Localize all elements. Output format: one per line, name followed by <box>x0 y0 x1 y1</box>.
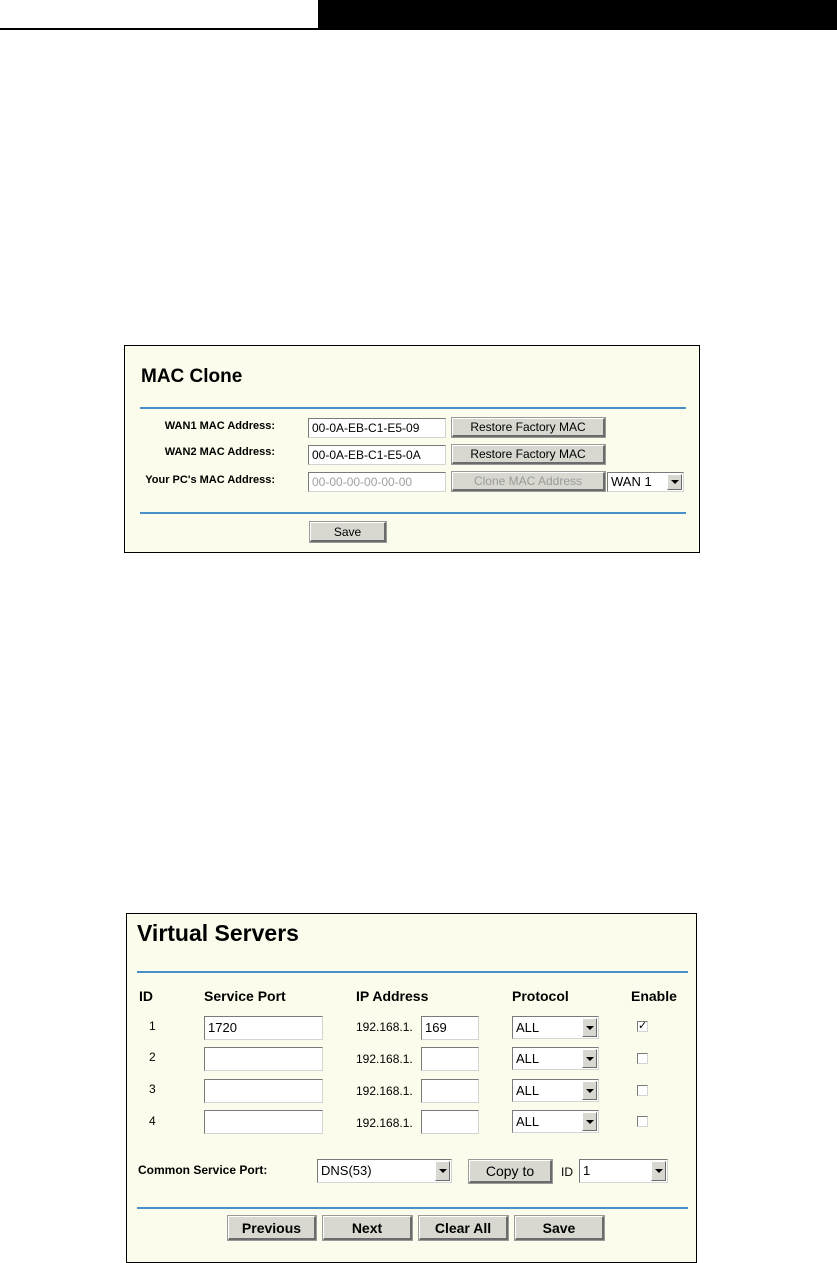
protocol-value: ALL <box>516 1020 540 1035</box>
save-button[interactable]: Save <box>515 1216 604 1240</box>
common-service-port-label: Common Service Port: <box>138 1163 268 1177</box>
clone-wan-select-value: WAN 1 <box>611 474 652 489</box>
protocol-value: ALL <box>516 1083 540 1098</box>
copy-to-button[interactable]: Copy to <box>469 1160 552 1183</box>
mac-clone-top-divider <box>140 407 686 409</box>
ip-suffix-input[interactable] <box>421 1047 479 1071</box>
ip-prefix: 192.168.1. <box>356 1116 413 1130</box>
pc-mac-label: Your PC's MAC Address: <box>145 474 275 486</box>
column-header-protocol: Protocol <box>512 988 569 1004</box>
next-button[interactable]: Next <box>323 1216 412 1240</box>
column-header-ip-address: IP Address <box>356 988 429 1004</box>
clone-mac-address-button: Clone MAC Address <box>452 472 605 491</box>
copy-to-id-value: 1 <box>583 1163 591 1178</box>
previous-button[interactable]: Previous <box>228 1216 316 1240</box>
protocol-select[interactable] <box>512 1016 599 1039</box>
chevron-down-icon[interactable] <box>582 1018 597 1037</box>
mac-clone-title: MAC Clone <box>141 366 243 387</box>
mac-clone-save-button[interactable]: Save <box>310 522 386 542</box>
enable-checkbox[interactable] <box>637 1053 648 1064</box>
service-port-input[interactable] <box>204 1110 323 1134</box>
wan1-mac-label: WAN1 MAC Address: <box>164 420 275 432</box>
protocol-select[interactable] <box>512 1079 599 1102</box>
virtual-servers-panel <box>126 913 697 1263</box>
clear-all-button[interactable]: Clear All <box>419 1216 508 1240</box>
ip-suffix-input[interactable]: 169 <box>421 1016 479 1040</box>
row-id: 1 <box>149 1019 156 1033</box>
common-service-port-select[interactable] <box>317 1159 452 1183</box>
clone-wan-select[interactable] <box>607 472 684 492</box>
enable-checkbox[interactable] <box>637 1021 648 1032</box>
enable-checkbox[interactable] <box>637 1085 648 1096</box>
wan2-restore-factory-mac-button[interactable]: Restore Factory MAC <box>452 445 605 464</box>
protocol-value: ALL <box>516 1051 540 1066</box>
mac-clone-bottom-divider <box>140 512 686 514</box>
service-port-input[interactable] <box>204 1047 323 1071</box>
protocol-value: ALL <box>516 1114 540 1129</box>
column-header-enable: Enable <box>631 988 677 1004</box>
enable-checkbox[interactable] <box>637 1116 648 1127</box>
wan2-mac-label: WAN2 MAC Address: <box>164 446 275 458</box>
row-id: 4 <box>149 1114 156 1128</box>
wan2-mac-input[interactable]: 00-0A-EB-C1-E5-0A <box>308 445 446 465</box>
wan1-restore-factory-mac-button[interactable]: Restore Factory MAC <box>452 418 605 437</box>
chevron-down-icon[interactable] <box>667 474 682 490</box>
ip-prefix: 192.168.1. <box>356 1084 413 1098</box>
virtual-servers-title: Virtual Servers <box>137 920 299 946</box>
service-port-input[interactable] <box>204 1079 323 1103</box>
chevron-down-icon[interactable] <box>582 1049 597 1068</box>
chevron-down-icon[interactable] <box>582 1081 597 1100</box>
protocol-select[interactable] <box>512 1110 599 1133</box>
ip-prefix: 192.168.1. <box>356 1052 413 1066</box>
chevron-down-icon[interactable] <box>651 1161 666 1181</box>
copy-to-id-select[interactable] <box>579 1159 668 1183</box>
wan1-mac-input[interactable]: 00-0A-EB-C1-E5-09 <box>308 418 446 438</box>
pc-mac-input: 00-00-00-00-00-00 <box>308 472 446 492</box>
virtual-servers-top-divider <box>137 971 688 973</box>
checkmark-icon: ✓ <box>638 1020 648 1032</box>
chevron-down-icon[interactable] <box>582 1112 597 1131</box>
protocol-select[interactable] <box>512 1047 599 1070</box>
ip-suffix-input[interactable] <box>421 1110 479 1134</box>
ip-prefix: 192.168.1. <box>356 1020 413 1034</box>
row-id: 2 <box>149 1050 156 1064</box>
chevron-down-icon[interactable] <box>435 1161 450 1181</box>
row-id: 3 <box>149 1082 156 1096</box>
common-service-port-value: DNS(53) <box>321 1163 372 1178</box>
service-port-input[interactable]: 1720 <box>204 1016 323 1040</box>
column-header-id: ID <box>139 988 153 1004</box>
header-rule <box>0 28 837 30</box>
column-header-service-port: Service Port <box>204 988 286 1004</box>
mac-clone-panel <box>124 345 700 553</box>
copy-to-id-label: ID <box>561 1165 573 1179</box>
header-bar <box>318 0 837 28</box>
virtual-servers-bottom-divider <box>137 1207 688 1209</box>
ip-suffix-input[interactable] <box>421 1079 479 1103</box>
